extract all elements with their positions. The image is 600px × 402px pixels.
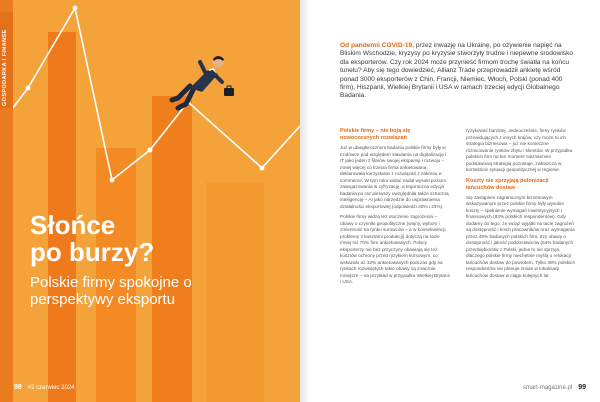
body-paragraph: Się zastąpieni zagranicznym biznesowym wskazywanym przez polskie firmy były wysokie koszty – spełnienie wymagań inwestycyjnych i finansowych (83% polskich respondentów). Gdy dodamy do tego, że wciąż wyjątki na tacie zagrożeń są dostępność i koszt pracowników oraz wymagania przez 49% badanych polskich firm, trzy obawy o dostępność i jakość poddostawców (54% badanych przedsiębiorstw z Polski, jedne to nie sprzyja, dlaczego polskie firmy niechętnie myślą o relokacji łańcuchów dostaw do powrotem. Tylko 38% polskich respondentów nie planuje zmian w lokalizacji łańcuchów dostaw w ciągu kolejnych lat. xyxy=(466,194,576,278)
hero-block xyxy=(30,212,290,308)
lead-accent: Od pandemii COVID-19, xyxy=(340,42,415,49)
lead-paragraph xyxy=(340,42,576,101)
subheading-modern-solutions: Polskie firmy – nie boją się nowoczesnych rozwiązań xyxy=(340,128,411,141)
body-paragraph: Polskie firmy widzą też otoczenie zagrożenia – obawy o czynniki geopolityczne (wojny, wybory i zmienność na rynku surowców – a w konsekwencji problemy z kosztami produkcji) dotyczą na razie mniej niż 70% firm ankietowanych. Polscy eksporterzy nie bez przyczyny obawiają się też kosztów ochrony przed ryzykiem kursowym, co wskazało aż 32% ankietowanych podczas gdy na rynkach rozwiniętych takie obawy są znacznie mniejsze – na przykład w przypadku Wielkiej Brytanii i USA. xyxy=(340,214,450,284)
subheading-supply-chains: Koszty nie sprzyjają polonizacji łańcuchów dostaw xyxy=(466,177,549,191)
article-title-line-1: Słońce xyxy=(30,210,116,240)
issue-label: #2 czerwiec 2024 xyxy=(27,385,75,391)
right-page xyxy=(300,0,600,402)
folio-right xyxy=(523,384,586,391)
text-column-right xyxy=(466,128,576,283)
climbing-businessman-icon xyxy=(168,48,248,118)
body-paragraph: ryzykować bardziej. Jednocześnie, firmy rynków przewidujących z innych krajów, czy może to ich strategia biznesowa – już nie konieczne różnicowanie rynków zbytu i klientów. W przypadku polskich firm na ten moment niezmiennie podstawową strategią pozostaje, zwłaszcza w kontekście sytuacji geopolitycznej w regionie. xyxy=(466,128,573,172)
gutter-shadow xyxy=(300,0,310,402)
body-paragraph: Już w ubiegłorocznym badaniu polskie firmy były w czołówce pod względem stawiania na digitalizację i IT jako jeden z filarów swojej ekspansji i rozwoju – mniej więcej co trzecia firma ankietowana deklarowała korzystanie z rozwiązań z zakresu e-commerce. W tym roku widać nadal wysoki poziom zaangażowania w cyfryzację, a tegoroczna edycja badania po raz pierwszy uwzględniła także sztuczną inteligencję – AI jako narzędzie do usprawnienia działalności eksportowej (odpowiedzi 20% i 23%). xyxy=(340,145,449,209)
page-number-right: 99 xyxy=(578,384,586,391)
article-subtitle: Polskie firmy spokojne o perspektywy eksportu xyxy=(30,274,192,308)
text-column-left xyxy=(340,128,450,290)
page-number-left: 98 xyxy=(14,384,22,391)
lead-text: przez inwazję na Ukrainę, po ożywienie napięć na Bliskim Wschodzie, kryzysy po kryzysie stworzyły trudne i niepewne środowisko dla eksporterów. Czy rok 2024 może przynieść firmom trochę światła na końcu tunelu? Aby się tego dowiedzieć, Allianz Trade przeprowadził ankietę wśród ponad 3000 eksporterów z Chin, Francji, Niemiec, Włoch, Polski (ponad 400 firm), Hiszpanii, Wielkiej Brytanii i USA w ramach trzeciej edycji Globalnego Badania. xyxy=(340,42,574,100)
magazine-site: smart-magazine.pl xyxy=(522,385,573,391)
article-title-line-2: po burzy? xyxy=(30,237,155,267)
section-label: GOSPODARKA I FINANSE xyxy=(2,29,8,106)
folio-left xyxy=(14,384,75,391)
